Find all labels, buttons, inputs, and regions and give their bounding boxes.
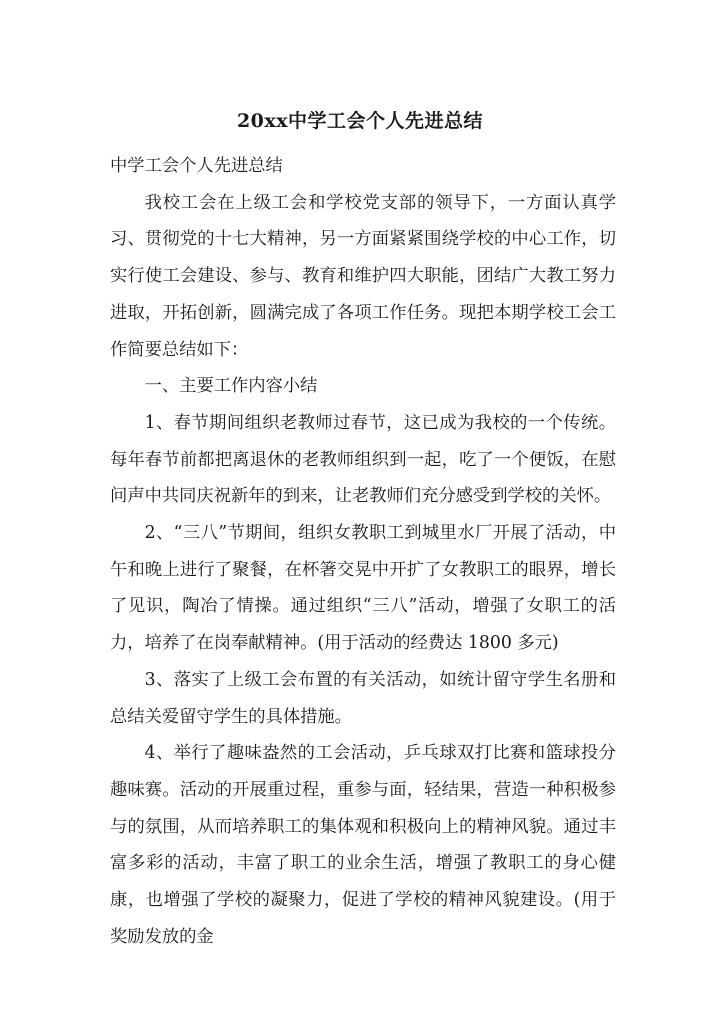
paragraph-intro: 我校工会在上级工会和学校党支部的领导下，一方面认真学习、贯彻党的十七大精神，另一方面紧紧围绕学校的中心工作，切实行使工会建设、参与、教育和维护四大职能，团结广大教工努力进取，开拓创新，圆满完成了各项工作任务。现把本期学校工会工作简要总结如下： <box>110 192 616 360</box>
paragraph-subtitle: 中学工会个人先进总结 <box>110 156 283 176</box>
document-title: 20xx中学工会个人先进总结 <box>236 110 484 132</box>
paragraph-item-4: 4、举行了趣味盎然的工会活动，乒乓球双打比赛和篮球投分趣味赛。活动的开展重过程，重参与面，轻结果，营造一种积极参与的氛围，从而培养职工的集体观和积极向上的精神风貌。通过丰富多彩的活动，丰富了职工的业余生活，增强了教职工的身心健康，也增强了学校的凝聚力，促进了学校的精神风貌建设。(用于奖励发放的金 <box>110 743 616 947</box>
section-heading: 一、主要工作内容小结 <box>144 376 318 397</box>
paragraph-item-1: 1、春节期间组织老教师过春节，这已成为我校的一个传统。每年春节前都把离退休的老教师组织到一起，吃了一个便饭，在慰问声中共同庆祝新年的到来，让老教师们充分感受到学校的关怀。 <box>110 412 616 507</box>
document-body <box>110 148 616 955</box>
paragraph-item-3: 3、落实了上级工会布置的有关活动，如统计留守学生名册和总结关爱留守学生的具体措施。 <box>110 669 616 727</box>
paragraph-item-2: 2、“三八”节期间，组织女教职工到城里水厂开展了活动，中午和晚上进行了聚餐，在杯箸交晃中开扩了女教职工的眼界，增长了见识，陶冶了情操。通过组织“三八”活动，增强了女职工的活力，培养了在岗奉献精神。(用于活动的经费达 1800 多元) <box>110 523 616 654</box>
